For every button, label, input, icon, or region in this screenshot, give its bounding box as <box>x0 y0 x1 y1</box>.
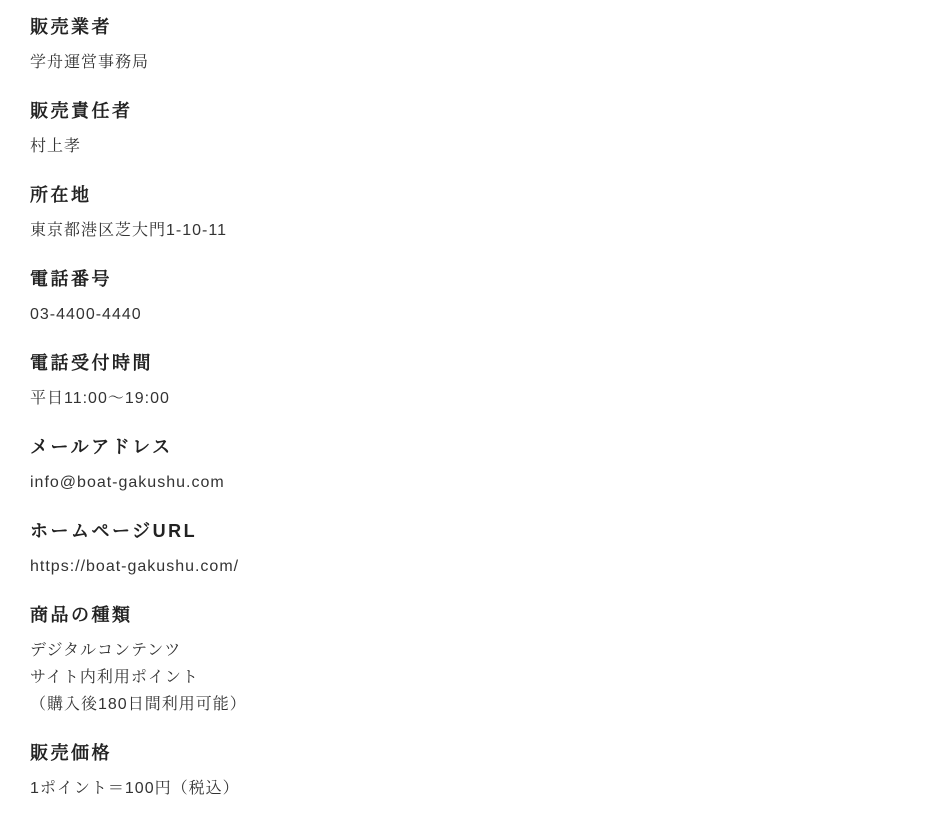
product-type-line-1: デジタルコンテンツ <box>30 642 182 659</box>
email-heading: メールアドレス <box>30 437 173 457</box>
seller-heading: 販売業者 <box>30 17 112 37</box>
section-seller <box>30 15 917 76</box>
section-email <box>30 435 917 496</box>
product-type-heading: 商品の種類 <box>30 605 133 625</box>
address-value: 東京都港区芝大門1-10-11 <box>30 222 227 239</box>
address-heading: 所在地 <box>30 185 92 205</box>
section-phone-number <box>30 267 917 328</box>
section-sales-manager <box>30 99 917 160</box>
product-type-line-2: サイト内利用ポイント <box>30 669 199 686</box>
phone-hours-heading: 電話受付時間 <box>30 353 153 373</box>
product-type-line-3: （購入後180日間利用可能） <box>30 696 247 713</box>
homepage-url-value: https://boat-gakushu.com/ <box>30 558 240 575</box>
section-address <box>30 183 917 244</box>
legal-notice-page <box>30 15 917 802</box>
phone-number-heading: 電話番号 <box>30 269 112 289</box>
section-product-type <box>30 603 917 718</box>
section-phone-hours <box>30 351 917 412</box>
price-heading: 販売価格 <box>30 743 112 763</box>
sales-manager-value: 村上孝 <box>30 138 82 155</box>
price-value: 1ポイント＝100円（税込） <box>30 780 240 797</box>
homepage-url-heading: ホームページURL <box>30 521 198 541</box>
section-price <box>30 741 917 802</box>
seller-value: 学舟運営事務局 <box>30 54 150 71</box>
phone-hours-value: 平日11:00〜19:00 <box>30 390 170 407</box>
email-value: info@boat-gakushu.com <box>30 474 225 491</box>
sales-manager-heading: 販売責任者 <box>30 101 133 121</box>
section-homepage-url <box>30 519 917 580</box>
phone-number-value: 03-4400-4440 <box>30 306 142 323</box>
